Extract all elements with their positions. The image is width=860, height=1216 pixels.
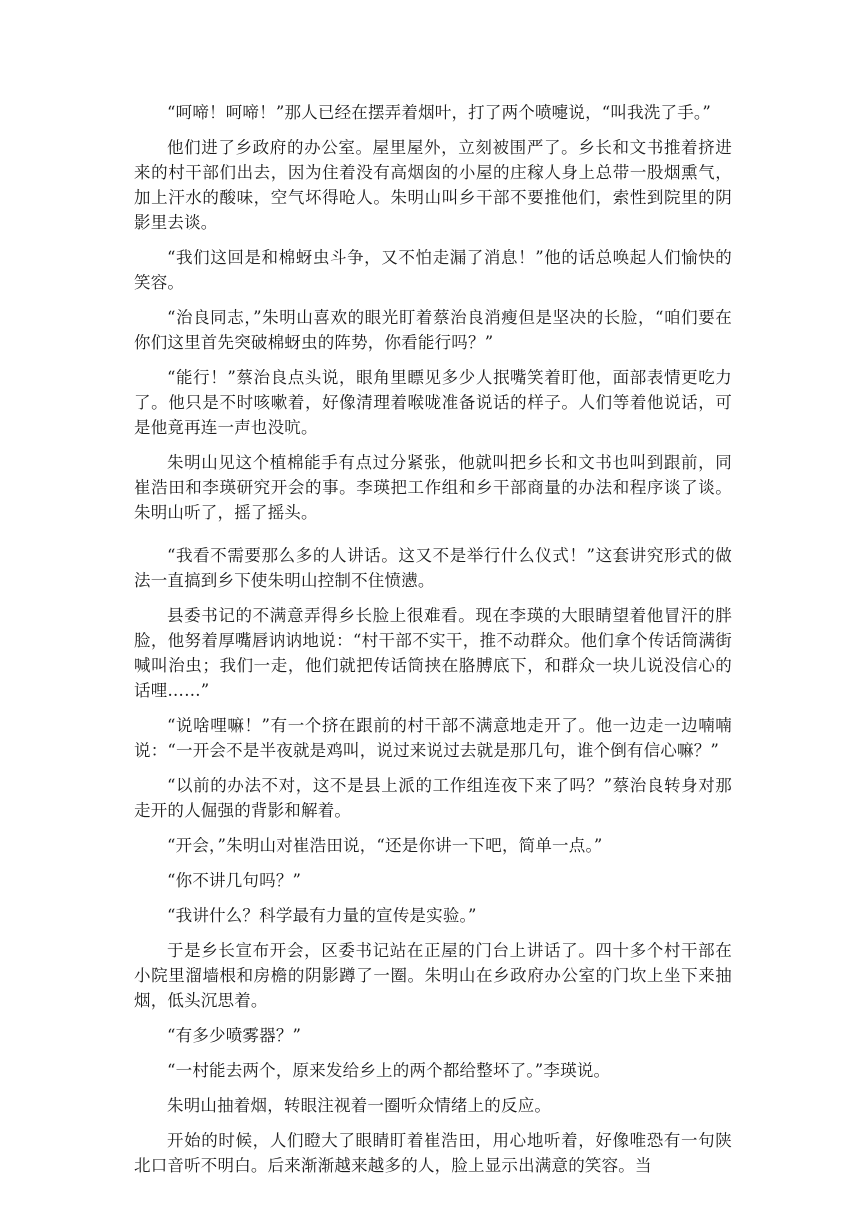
- paragraph: 县委书记的不满意弄得乡长脸上很难看。现在李瑛的大眼睛望着他冒汗的胖脸，他努着厚嘴唇讷讷地说：“村干部不实干，推不动群众。他们拿个传话筒满街喊叫治虫；我们一走，他们就把传话筒挟在胳膊底下，和群众一块儿说没信心的话哩……”: [134, 606, 732, 700]
- paragraph: “呵啼！呵啼！”那人已经在摆弄着烟叶，打了两个喷嚏说，“叫我洗了手。”: [167, 103, 711, 122]
- paragraph: 他们进了乡政府的办公室。屋里屋外，立刻被围严了。乡长和文书推着挤进来的村干部们出去，因为住着没有高烟囱的小屋的庄稼人身上总带一股烟熏气，加上汗水的酸味，空气坏得呛人。朱明山叫乡干部不要推他们，索性到院里的阴影里去谈。: [134, 138, 732, 232]
- paragraph: “我看不需要那么多的人讲话。这又不是举行什么仪式！”这套讲究形式的做法一直搞到乡下使朱明山控制不住愤懑。: [134, 546, 732, 590]
- paragraph: “治良同志，”朱明山喜欢的眼光盯着蔡治良消瘦但是坚决的长脸，“咱们要在你们这里首先突破棉蚜虫的阵势，你看能行吗？”: [134, 308, 732, 352]
- paragraph: 朱明山抽着烟，转眼注视着一圈听众情绪上的反应。: [167, 1096, 552, 1115]
- paragraph: “以前的办法不对，这不是县上派的工作组连夜下来了吗？”蔡治良转身对那走开的人倔强的背影和解着。: [134, 776, 732, 820]
- paragraph: “一村能去两个，原来发给乡上的两个都给整坏了。”李瑛说。: [167, 1061, 611, 1080]
- paragraph: “我讲什么？科学最有力量的宣传是实验。”: [167, 906, 477, 925]
- paragraph: “开会，”朱明山对崔浩田说，“还是你讲一下吧，简单一点。”: [167, 836, 603, 855]
- paragraph: “有多少喷雾器？”: [167, 1026, 302, 1045]
- paragraph: 朱明山见这个植棉能手有点过分紧张，他就叫把乡长和文书也叫到跟前，同崔浩田和李瑛研究开会的事。李瑛把工作组和乡干部商量的办法和程序谈了谈。朱明山听了，摇了摇头。: [134, 453, 732, 522]
- paragraph: “我们这回是和棉蚜虫斗争，又不怕走漏了消息！”他的话总唤起人们愉快的笑容。: [134, 248, 732, 292]
- paragraph: “你不讲几句吗？”: [167, 871, 302, 890]
- paragraph: 于是乡长宣布开会，区委书记站在正屋的门台上讲话了。四十多个村干部在小院里溜墙根和房檐的阴影蹲了一圈。朱明山在乡政府办公室的门坎上坐下来抽烟，低头沉思着。: [134, 941, 732, 1010]
- paragraph: “能行！”蔡治良点头说，眼角里瞟见多少人抿嘴笑着盯他，面部表情更吃力了。他只是不时咳嗽着，好像清理着喉咙准备说话的样子。人们等着他说话，可是他竟再连一声也没吭。: [134, 368, 732, 437]
- paragraph: “说啥哩嘛！”有一个挤在跟前的村干部不满意地走开了。他一边走一边喃喃说：“一开会不是半夜就是鸡叫，说过来说过去就是那几句，谁个倒有信心嘛？”: [134, 716, 732, 760]
- paragraph: 开始的时候，人们瞪大了眼睛盯着崔浩田，用心地听着，好像唯恐有一句陕北口音听不明白。后来渐渐越来越多的人，脸上显示出满意的笑容。当: [134, 1131, 732, 1175]
